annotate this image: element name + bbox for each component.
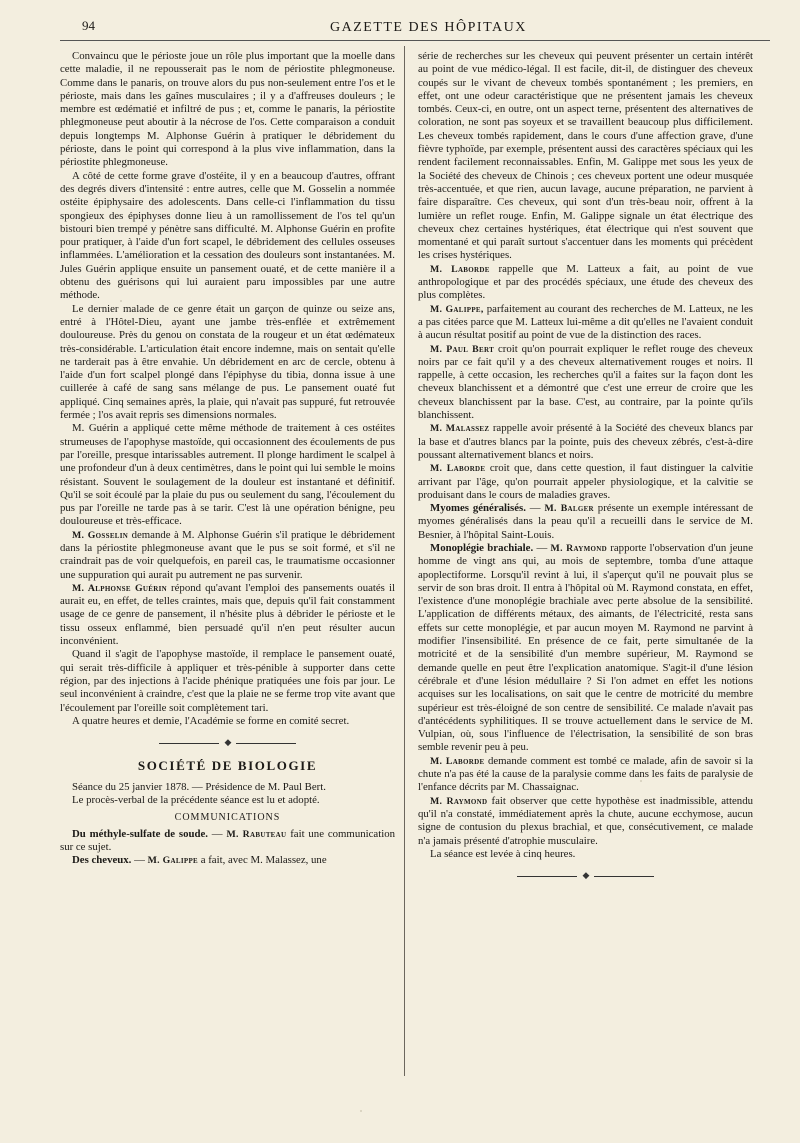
paragraph-text: présente un exemple intéressant de myomes généralisés dans la peau qu'il a recueilli dans le service de M. Besnier, à l'hôpital Saint-Louis. bbox=[418, 502, 753, 541]
speaker-name: M. Gosselin bbox=[72, 529, 129, 541]
communications-heading: COMMUNICATIONS bbox=[174, 812, 281, 824]
header-rule bbox=[60, 40, 770, 41]
paragraph-text: rapporte l'observation d'un jeune homme de vingt ans qui, au mois de septembre, tomba d'une attaque apoplectiforme. Lorsqu'il revint à lui, il s'aperçut qu'il ne pouvait plus se servir de son bras droit. Il entra à l'hôpital où M. Raymond constata, en effet, l'existence d'une monoplégie brachiale avec perte absolue de la sensibilité. L'application de différents métaux, des aimants, de l'électricité, resta sans effets sur cette monoplégie, et par aucun moyen M. Raymond ne parvint à modifier l'insensibilité. En présence de ce fait, perte simultanée de la motricité et de la sensibilité d'un membre supérieur, M. Raymond se demande quelle en peut être l'explication anatomique. S'agit-il d'une lésion cérébrale et d'une lésion médullaire ? Si l'on admet en effet les notions acquises sur les localisations, on sait que le centre de motricité du membre supérieur est très-éloigné de son centre de sensibilité. Ce malade n'avait pas d'antécédents syphilitiques. Il se trouve actuellement dans le service de M. Vulpian, où, sous l'influence de l'électrisation, la sensibilité de son bras semble revenir peu à peu. bbox=[418, 541, 753, 754]
speaker-name: M. Malassez bbox=[430, 423, 490, 435]
paragraph bbox=[418, 343, 753, 423]
paragraph-text: rappelle que M. Latteux a fait, au point de vue anthropologique et par des procédés spéciaux, une étude des cheveux des plus complètes. bbox=[418, 262, 753, 302]
scan-speck bbox=[360, 1110, 362, 1112]
paragraph: A quatre heures et demie, l'Académie se forme en comité secret. bbox=[72, 714, 350, 727]
speaker-name: M. Laborde bbox=[430, 755, 485, 767]
paragraph bbox=[418, 422, 753, 462]
paragraph: Du méthyle-sulfate de soude. — M. Rabuteau fait une communication sur ce sujet. bbox=[60, 827, 396, 853]
paragraph-text: demande à M. Alphonse Guérin s'il pratique le débridement dans la périostite phlegmoneuse avant que le pus se soit formé, et s'il ne craindrait pas de voir quelquefois, en pareil cas, le traumatisme occasionner une suppuration qui aurait pu autrement ne pas survenir. bbox=[60, 528, 396, 581]
speaker-name: M. Laborde bbox=[430, 263, 490, 275]
paragraph bbox=[418, 795, 753, 848]
paragraph-text: croit que, dans cette question, il faut distinguer la calvitie arrivant par l'âge, qu'on pourrait appeler physiologique, et la calvitie se produisant dans le cours de maladies graves. bbox=[418, 462, 754, 501]
paragraph-text: répond qu'avant l'emploi des pansements ouatés il aurait eu, en effet, de telles craintes, mais que, depuis qu'il fait constamment usage de ce genre de pansement, il n'hésite plus à débrider le périoste et le tissu osseux enflammé, bien persuadé qu'il n'en peut résulter aucun inconvénient. bbox=[60, 581, 395, 648]
paragraph-text: demande comment est tombé ce malade, afin de savoir si la chute n'a pas été la cause de la paralysie comme dans les faits de paralysie de l'enfance décrits par M. Chassaignac. bbox=[418, 754, 753, 794]
minutes-line: Le procès-verbal de la précédente séance est lu et adopté. bbox=[72, 794, 320, 807]
speaker-name: M. Galippe, bbox=[430, 303, 484, 315]
paragraph: série de recherches sur les cheveux qui peuvent présenter un certain intérêt au point de vue médico-légal. Il est facile, dit-il, de distinguer des cheveux coupés sur le vivant de cheveux tombés spontanément ; les premiers, en effet, ont une odeur caractéristique que ne présentent jamais les cheveux tombés. Ceux-ci, en outre, ont un aspect terne, présentent des alternatives de coloration, ne sont pas soyeux et se travaillent beaucoup plus difficilement. Les cheveux tombés rapidement, dans le cours d'une affection grave, d'une fièvre typhoïde, par exemple, présentent aussi des caractères spéciaux qui les rendent facilement reconnaissables. Enfin, M. Galippe met sous les yeux de la Société des cheveux de Chinois ; ces cheveux portent une odeur musquée très-accentuée, et que rien, aucun lavage, aucune préparation, ne parvient à faire disparaître. Ces cheveux, qui sont d'un très-beau noir, offrent à la lumière un reflet rouge. Enfin, M. Galippe signale un état électrique des cheveux chez certaines hystériques, état électrique qui n'est souvent que momentané et qui paraît surtout s'accentuer dans les moments qui précèdent les crises hystériques. bbox=[418, 50, 753, 262]
paragraph-text: parfaitement au courant des recherches de M. Latteux, ne les a pas citées parce que M. Latteux lui-même a dit qu'elles ne l'avaient conduit à aucun résultat positif au point de vue de la distinction des races. bbox=[418, 302, 753, 342]
paragraph bbox=[418, 263, 753, 303]
column-divider bbox=[404, 46, 405, 1076]
paragraph-text: a fait, avec M. Malassez, une bbox=[200, 854, 327, 867]
speaker-name: M. Rabuteau bbox=[226, 828, 287, 840]
speaker-name: M. Raymond bbox=[550, 542, 607, 554]
speaker-name: M. Alphonse Guérin bbox=[72, 582, 167, 594]
paragraph bbox=[60, 529, 395, 582]
speaker-name: M. Raymond bbox=[430, 795, 488, 807]
running-head: GAZETTE DES HÔPITAUX bbox=[330, 20, 527, 35]
topic-lead: Du méthyle-sulfate de soude. bbox=[72, 827, 208, 840]
section-ornament: ◆ bbox=[60, 736, 395, 749]
section-title: SOCIÉTÉ DE BIOLOGIE bbox=[137, 758, 318, 774]
paragraph-text: croit qu'on pourrait expliquer le reflet rouge des cheveux noirs par ce fait qu'il y a des cheveux alternativement rouges et noirs. Il rappelle, à cette occasion, les recherches qu'il a faites sur la façon dont les cheveux blanchissent et a démontré que c'est une erreur de croire que les cheveux blanchissent par la base. C'est, au contraire, par la pointe qu'ils blanchissent. bbox=[418, 342, 753, 422]
paragraph: Le dernier malade de ce genre était un garçon de quinze ou seize ans, entré à l'Hôtel-Dieu, ayant une jambe très-enflée et extrêmement douloureuse. Près du genou on constata de la rougeur et un état œdémateux très-considérable. L'articulation était encore indemne, mais on sentait qu'elle ne tarderait pas à être envahie. Un débridement en arc de cercle, obtenu à l'aide d'un fort scalpel plongé dans l'épiphyse du tibia, donna issue à une cuillerée à café de sang sans mélange de pus. Le pansement ouaté fut appliqué. Cinq semaines après, la plaie, qui n'avait pas suppuré, fut retrouvée fermée ; l'os avait repris ses dimensions normales. bbox=[60, 302, 395, 422]
paragraph: Quand il s'agit de l'apophyse mastoïde, il remplace le pansement ouaté, qui serait très-difficile à appliquer et très-pénible à supporter dans cette région, par des injections à l'acide phénique pratiquées une fois par jour. Le seul inconvénient à craindre, c'est que la plaie ne se ferme trop vite avant que l'écoulement par l'oreille soit complètement tari. bbox=[60, 648, 395, 714]
page-number: 94 bbox=[82, 18, 95, 33]
speaker-name: M. Laborde bbox=[430, 463, 486, 475]
paragraph bbox=[418, 755, 753, 795]
topic-lead: Des cheveux. bbox=[72, 854, 132, 867]
speaker-name: M. Paul Bert bbox=[430, 343, 495, 355]
paragraph-text: fait une communication sur ce sujet. bbox=[60, 827, 396, 853]
paragraph bbox=[60, 582, 395, 648]
topic-lead: Myomes généralisés. bbox=[430, 502, 526, 515]
paragraph: Monoplégie brachiale. — M. Raymond rapporte l'observation d'un jeune homme de vingt ans qui, au mois de septembre, tomba d'une attaque apoplectiforme. Lorsqu'il revint à lui, il s'aperçut qu'il ne pouvait plus se servir de son bras droit. Il entra à l'hôpital où M. Raymond constata, en effet, l'existence d'une monoplégie brachiale avec perte absolue de la sensibilité. L'application de différents métaux, des aimants, de l'électricité, resta sans effets sur cette monoplégie, et par aucun moyen M. Raymond ne parvint à modifier l'insensibilité. En présence de ce fait, perte simultanée de la motricité et de la sensibilité d'un membre supérieur, M. Raymond se demande quelle en peut être l'explication anatomique. S'agit-il d'une lésion cérébrale et d'une lésion médullaire ? Si l'on admet en effet les notions acquises sur les localisations, on sait que le centre de motricité du membre supérieur est très-éloigné de son centre de sensibilité. Ce malade n'avait pas d'antécédents syphilitiques. Il se trouve actuellement dans le service de M. Vulpian, où, sous l'influence de l'électrisation, la sensibilité de son bras semble revenir peu à peu. bbox=[418, 541, 753, 754]
speaker-name: M. Galippe bbox=[147, 855, 199, 867]
end-ornament: ◆ bbox=[418, 869, 753, 882]
paragraph-text: fait observer que cette hypothèse est inadmissible, attendu qu'il n'a constaté, immédiatement après la chute, aucune ecchymose, aucun signe de contusion du plexus brachial, et que, consécutivement, ce malade n'a jamais présenté d'atrophie musculaire. bbox=[418, 794, 754, 847]
paragraph: Convaincu que le périoste joue un rôle plus important que la moelle dans cette maladie, il ne repousserait pas le nom de périostite phlegmoneuse. Comme dans le panaris, on trouve alors du pus non-seulement entre l'os et le périoste, mais dans les gaînes musculaires ; il y a d'affreuses douleurs ; le membre est œdématié et infiltré de pus ; et, comme le panaris, la périostite phlegmoneuse peut aboutir à la nécrose de l'os. Cette comparaison a conduit depuis longtemps M. Alphonse Guérin à pratiquer le débridement du périoste, dans le point qui correspond à la plus vive inflammation, dans la périostite phlegmoneuse. bbox=[60, 50, 395, 169]
paragraph bbox=[418, 303, 753, 343]
paragraph-text: rappelle avoir présenté à la Société des cheveux blancs par la base et d'autres blancs par la pointe, puis des cheveux zébrés, c'est-à-dire poussant alternativement blancs et noirs. bbox=[418, 422, 753, 461]
paragraph: Myomes généralisés. — M. Balger présente un exemple intéressant de myomes généralisés dans la peau qu'il a recueilli dans le service de M. Besnier, à l'hôpital Saint-Louis. bbox=[418, 502, 753, 541]
paragraph bbox=[418, 462, 753, 502]
left-column bbox=[60, 50, 395, 868]
paragraph: M. Guérin a appliqué cette même méthode de traitement à ces ostéites strumeuses de l'apophyse mastoïde, qui occasionnent des écoulements de pus par l'oreille, presque intarissables autrement. Il plonge hardiment le scalpel à une profondeur d'un à deux centimètres, dans le point qui lui semble le moins résistant. Souvent le soulagement de la douleur est instantané et définitif. Qu'il se soit écoulé par la plaie du pus ou seulement du sang, l'écoulement du pus par l'oreille ne tarde pas à se tarir. C'est là une opération bénigne, peu douloureuse et très-efficace. bbox=[60, 422, 395, 528]
paragraph: Des cheveux. — M. Galippe a fait, avec M. Malassez, une bbox=[72, 854, 327, 867]
scan-speck bbox=[640, 780, 642, 782]
paragraph: A côté de cette forme grave d'ostéite, il y en a beaucoup d'autres, offrant des degrés divers d'intensité : entre autres, celle que M. Gosselin a nommée ostéite épiphysaire des adolescents. Dans celle-ci l'inflammation du tissu spongieux des épiphyses donne lieu à un ramollissement de l'os tel qu'un bistouri bien trempé y pénètre sans difficulté. M. Alphonse Guérin en profite pour pratiquer, à l'aide d'un fort scapel, le débridement des cellules osseuses inflammées. L'amélioration et la cessation des douleurs sont instantanées. M. Jules Guérin applique ensuite un pansement ouaté, et de cette manière il a obtenu des guérisons qui lui auraient paru impossibles par une autre méthode. bbox=[60, 169, 395, 302]
speaker-name: M. Balger bbox=[544, 503, 594, 515]
right-column bbox=[418, 50, 753, 892]
paragraph: La séance est levée à cinq heures. bbox=[430, 847, 576, 860]
page-header bbox=[0, 0, 800, 48]
scan-speck bbox=[120, 300, 122, 302]
session-line: Séance du 25 janvier 1878. — Présidence de M. Paul Bert. bbox=[72, 780, 326, 793]
topic-lead: Monoplégie brachiale. bbox=[430, 541, 534, 554]
